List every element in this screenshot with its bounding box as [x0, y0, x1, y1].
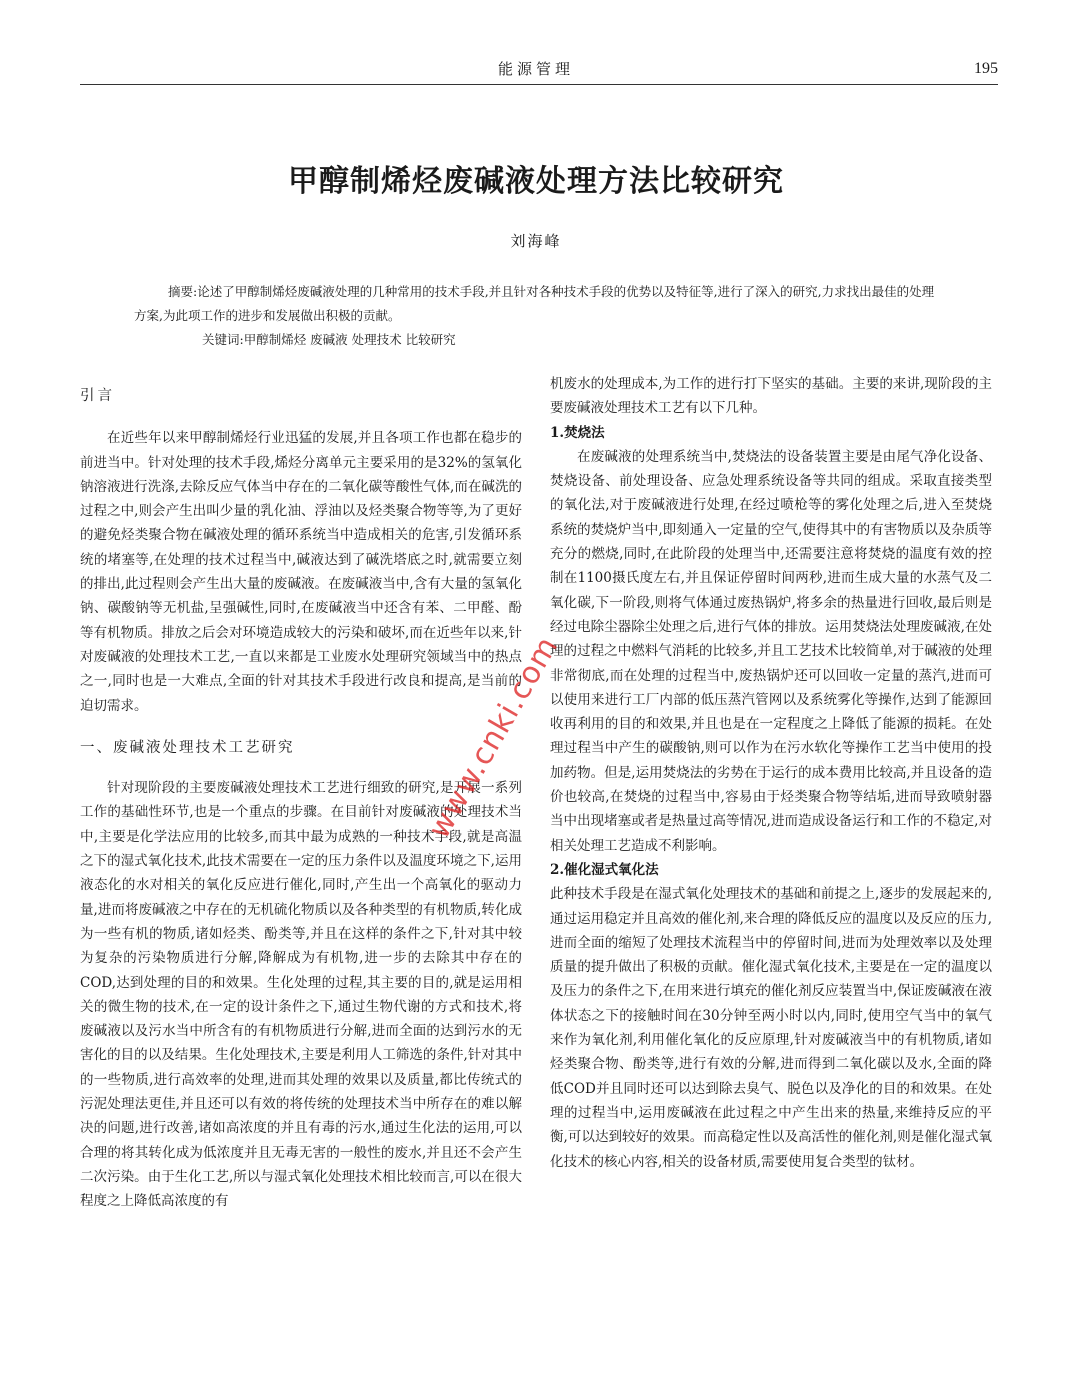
paper-title: 甲醇制烯烃废碱液处理方法比较研究	[288, 164, 784, 199]
catalytic-paragraph: 此种技术手段是在湿式氧化处理技术的基础和前提之上,逐步的发展起来的,通过运用稳定并且高效的催化剂,来合理的降低反应的温度以及反应的压力,进而全面的缩短了处理技术流程当中的停留时间,进而为处理效率以及处理质量的提升做出了积极的贡献。催化湿式氧化技术,主要是在一定的温度以及压力的条件之下,在用来进行填充的催化剂反应装置当中,保证废碱液在液体状态之下的接触时间在30分钟至两小时以内,同时,使用空气当中的氧气来作为氧化剂,利用催化氧化的反应原理,针对废碱液当中的有机物质,诸如烃类聚合物、酚类等,进行有效的分解,进而得到二氧化碳以及水,全面的降低COD并且同时还可以达到除去臭气、脱色以及净化的目的和效果。在处理的过程当中,运用废碱液在此过程之中产生出来的热量,来维持反应的平衡,可以达到较好的效果。而高稳定性以及高活性的催化剂,则是催化湿式氧化技术的核心内容,相关的设备材质,需要使用复合类型的钛材。	[550, 886, 992, 1170]
section1-heading: 一、废碱液处理技术工艺研究	[80, 739, 295, 756]
author-name: 刘海峰	[510, 232, 562, 250]
watermark: www.cnki.com	[421, 630, 566, 845]
continued-paragraph: 机废水的处理成本,为工作的进行打下坚实的基础。主要的来讲,现阶段的主要废碱液处理技术工艺有以下几种。	[550, 376, 992, 417]
intro-heading: 引言	[80, 388, 115, 404]
abstract-text: 摘要:论述了甲醇制烯烃废碱液处理的几种常用的技术手段,并且针对各种技术手段的优势以及特征等,进行了深入的研究,力求找出最佳的处理方案,为此项工作的进步和发展做出积极的贡献。	[134, 284, 935, 323]
section1-paragraph: 针对现阶段的主要废碱液处理技术工艺进行细致的研究,是开展一系列工作的基础性环节,也是一个重点的步骤。在目前针对废碱液的处理技术当中,主要是化学法应用的比较多,而其中最为成熟的一种技术手段,就是高温之下的湿式氧化技术,此技术需要在一定的压力条件以及温度环境之下,运用液态化的水对相关的氧化反应进行催化,同时,产生出一个高氧化的驱动力量,进而将废碱液之中存在的无机硫化物质以及各种类型的有机物质,转化成为一些有机的物质,诸如烃类、酚类等,并且在这样的条件之下,针对其中较为复杂的污染物质进行分解,降解成为有机物,进一步的去除其中存在的COD,达到处理的目的和效果。生化处理的过程,其主要的目的,就是运用相关的微生物的技术,在一定的设计条件之下,通过生物代谢的方式和技术,将废碱液以及污水当中所含有的有机物质进行分解,进而全面的达到污水的无害化的目的以及结果。生化处理技术,主要是利用人工筛选的条件,针对其中的一些物质,进行高效率的处理,进而其处理的效果以及质量,都比传统式的污泥处理法更佳,并且还可以有效的将传统的处理技术当中所存在的难以解决的问题,进行改善,诸如高浓度的并且有毒的污水,通过生化法的运用,可以合理的将其转化成为低浓度并且无毒无害的一般性的废水,并且还不会产生二次污染。由于生化工艺,所以与湿式氧化处理技术相比较而言,可以在很大程度之上降低高浓度的有	[80, 780, 522, 1210]
keywords: 关键词:甲醇制烯烃 废碱液 处理技术 比较研究	[202, 332, 456, 347]
intro-paragraph: 在近些年以来甲醇制烯烃行业迅猛的发展,并且各项工作也都在稳步的前进当中。针对处理的技术手段,烯烃分离单元主要采用的是32%的氢氧化钠溶液进行洗涤,去除反应气体当中存在的二氧化碳等酸性气体,而在碱洗的过程之中,则会产生出叫少量的乳化油、浮油以及烃类聚合物等等,为了更好的避免烃类聚合物在碱液处理的循环系统当中造成相关的危害,引发循环系统的堵塞等,在处理的技术过程当中,碱液达到了碱洗塔底之时,就需要立刻的排出,此过程则会产生出大量的废碱液。在废碱液当中,含有大量的氢氧化钠、碳酸钠等无机盐,呈强碱性,同时,在废碱液当中还含有苯、二甲醛、酚等有机物质。排放之后会对环境造成较大的污染和破坏,而在近些年以来,针对废碱液的处理技术工艺,一直以来都是工业废水处理研究领域当中的热点之一,同时也是一大难点,全面的针对其技术手段进行改良和提高,是当前的迫切需求。	[80, 430, 522, 714]
abstract-block	[134, 280, 944, 352]
subsection-heading-incineration: 1.焚烧法	[550, 424, 605, 441]
subsection-heading-catalytic: 2.催化湿式氧化法	[550, 861, 659, 878]
incineration-paragraph: 在废碱液的处理系统当中,焚烧法的设备装置主要是由尾气净化设备、焚烧设备、前处理设备、应急处理系统设备等共同的组成。采取直接类型的氧化法,对于废碱液进行处理,在经过喷枪等的雾化处理之后,进入至焚烧系统的焚烧炉当中,即刻通入一定量的空气,使得其中的有害物质以及杂质等充分的燃烧,同时,在此阶段的处理当中,还需要注意将焚烧的温度有效的控制在1100摄氏度左右,并且保证停留时间两秒,进而生成大量的水蒸气及二氧化碳,下一阶段,则将气体通过废热锅炉,将多余的热量进行回收,最后则是经过电除尘器除尘处理之后,进行气体的排放。运用焚烧法处理废碱液,在处理的过程之中燃料气消耗的比较多,并且工艺技术比较简单,对于碱液的处理非常彻底,而在处理的过程当中,废热锅炉还可以回收一定量的蒸汽,进而可以使用来进行工厂内部的低压蒸汽管网以及系统雾化等操作,达到了能源回收再利用的目的和效果,并且也是在一定程度之上降低了能源的损耗。在处理过程当中产生的碳酸钠,则可以作为在污水软化等操作工艺当中使用的投加药物。但是,运用焚烧法的劣势在于运行的成本费用比较高,并且设备的造价也较高,在焚烧的过程当中,容易由于烃类聚合物等结垢,进而导致喷射器当中出现堵塞或者是热量过高等情况,进而造成设备运行和工作的不稳定,对相关处理工艺造成不利影响。	[550, 448, 992, 854]
page-number: 195	[974, 60, 998, 77]
journal-header: 能源管理	[497, 60, 574, 78]
header-divider	[80, 84, 998, 85]
right-column	[550, 372, 992, 1174]
